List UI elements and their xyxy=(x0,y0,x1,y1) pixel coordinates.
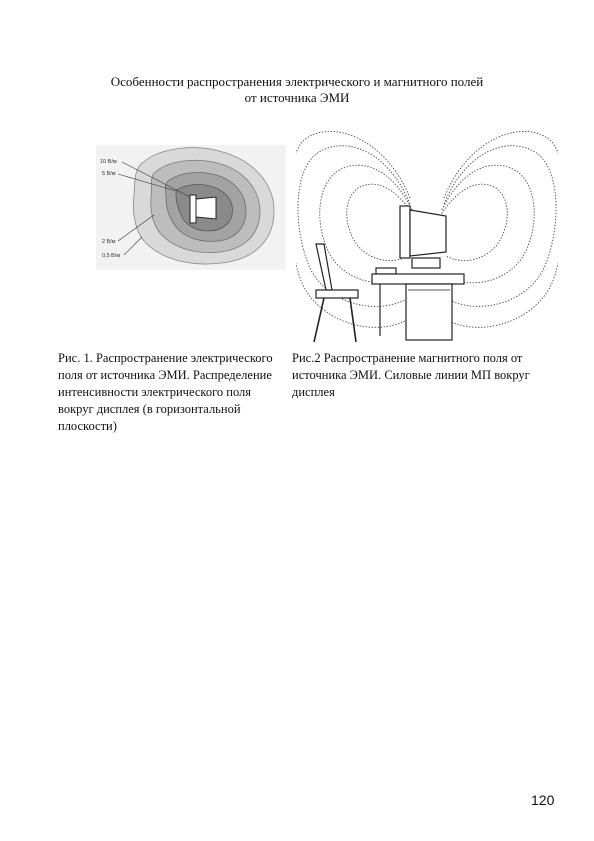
page-title xyxy=(0,74,594,106)
label-5: 5 В/м xyxy=(102,171,116,177)
chair-seat-icon xyxy=(316,290,358,298)
field-line-left-2 xyxy=(320,165,412,283)
chair-leg-back-icon xyxy=(350,298,356,342)
page-number: 120 xyxy=(531,792,555,808)
desk-top-icon xyxy=(372,274,464,284)
chair-leg-front-icon xyxy=(314,298,324,342)
display-icon xyxy=(196,197,216,219)
monitor-stand-icon xyxy=(412,258,440,268)
desk-cabinet-icon xyxy=(406,284,452,340)
figure2-caption: Рис.2 Распространение магнитного поля от источника ЭМИ. Силовые линии МП вокруг дисплея xyxy=(292,351,530,399)
label-0-5: 0,5 В/м xyxy=(102,253,121,259)
magnetic-field-figure xyxy=(296,128,558,350)
field-line-right-4 xyxy=(438,131,558,327)
display-screen-icon xyxy=(190,195,196,223)
label-10: 10 В/м xyxy=(100,159,117,165)
keyboard-icon xyxy=(376,268,396,274)
field-line-right-2 xyxy=(442,165,534,283)
label-2: 2 В/м xyxy=(102,239,116,245)
figure1-caption: Рис. 1. Распространение электрического поля от источника ЭМИ. Распределение интенсивности электрического поля вокруг дисплея (в горизонтальной плоскости) xyxy=(58,351,273,433)
monitor-body-icon xyxy=(410,210,446,256)
monitor-screen-icon xyxy=(400,206,410,258)
electric-field-figure xyxy=(96,145,286,270)
chair-back-icon xyxy=(316,244,332,290)
field-line-right-1 xyxy=(440,184,507,260)
title-line-1: Особенности распространения электрического и магнитного полей xyxy=(110,74,484,89)
title-line-2: от источника ЭМИ xyxy=(244,90,350,105)
